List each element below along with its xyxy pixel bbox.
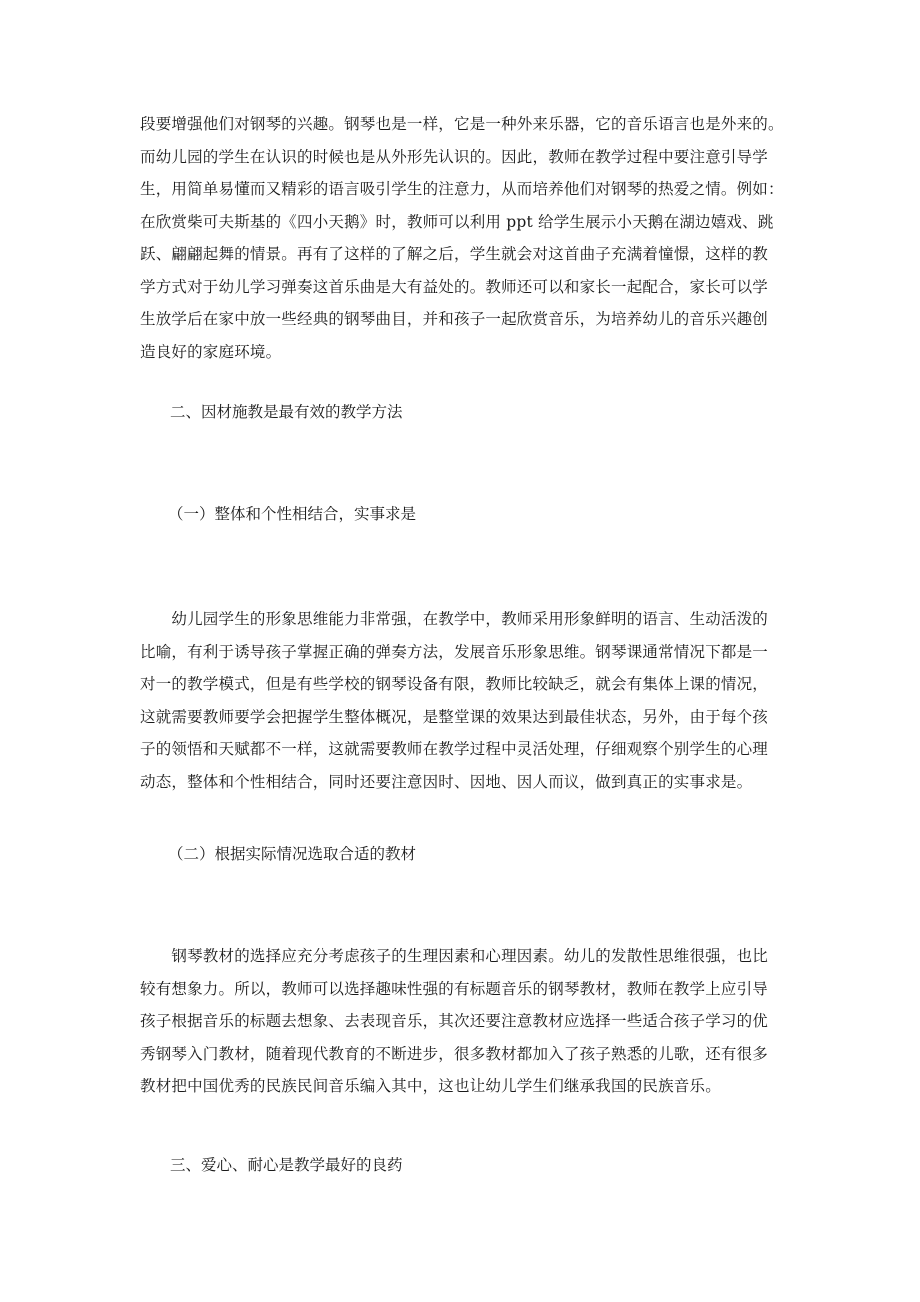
paragraph-line: 生放学后在家中放一些经典的钢琴曲目，并和孩子一起欣赏音乐，为培养幼儿的音乐兴趣创 [140, 310, 769, 328]
paragraph-line: 动态，整体和个性相结合，同时还要注意因时、因地、因人而议，做到真正的实事求是。 [140, 772, 753, 791]
paragraph-line: 较有想象力。所以，教师可以选择趣味性强的有标题音乐的钢琴教材，教师在教学上应引导 [140, 979, 769, 998]
paragraph-whole-and-individual [140, 603, 800, 798]
subsection-heading-1: （一）整体和个性相结合，实事求是 [168, 505, 417, 523]
paragraph-line: 幼儿园学生的形象思维能力非常强，在教学中，教师采用形象鲜明的语言、生动活泼的 [140, 610, 769, 628]
paragraph-line: 生，用简单易懂而又精彩的语言吸引学生的注意力，从而培养他们对钢琴的热爱之情。例如： [140, 180, 784, 198]
paragraph-line: 钢琴教材的选择应充分考虑孩子的生理因素和心理因素。幼儿的发散性思维很强，也比 [140, 947, 769, 965]
paragraph-line: 段要增强他们对钢琴的兴趣。钢琴也是一样，它是一种外来乐器，它的音乐语言也是外来的。 [140, 115, 784, 133]
paragraph-line: 在欣赏柴可夫斯基的《四小天鹅》时，教师可以利用 ppt 给学生展示小天鹅在湖边嬉戏、跳 [140, 212, 774, 231]
section-heading-2: 二、因材施教是最有效的教学方法 [170, 403, 403, 421]
paragraph-line: 学方式对于幼儿学习弹奏这首乐曲是大有益处的。教师还可以和家长一起配合，家长可以学 [140, 277, 769, 296]
paragraph-line: 这就需要教师要学会把握学生整体概况，是整堂课的效果达到最佳状态，另外，由于每个孩 [140, 707, 769, 726]
paragraph-line: 子的领悟和天赋都不一样，这就需要教师在教学过程中灵活处理，仔细观察个别学生的心理 [140, 740, 769, 758]
section-heading-3: 三、爱心、耐心是教学最好的良药 [170, 1156, 403, 1174]
paragraph-line: 而幼儿园的学生在认识的时候也是从外形先认识的。因此，教师在教学过程中要注意引导学 [140, 147, 769, 166]
paragraph-line: 对一的教学模式，但是有些学校的钢琴设备有限，教师比较缺乏，就会有集体上课的情况， [140, 675, 769, 693]
subsection-heading-2: （二）根据实际情况选取合适的教材 [168, 845, 417, 863]
paragraph-textbook-selection [140, 940, 800, 1103]
paragraph-line: 孩子根据音乐的标题去想象、去表现音乐，其次还要注意教材应选择一些适合孩子学习的优 [140, 1012, 769, 1030]
paragraph-line: 比喻，有利于诱导孩子掌握正确的弹奏方法，发展音乐形象思维。钢琴课通常情况下都是一 [140, 642, 769, 661]
paragraph-line: 造良好的家庭环境。 [140, 342, 282, 361]
paragraph-intro [140, 108, 800, 368]
paragraph-line: 教材把中国优秀的民族民间音乐编入其中，这也让幼儿学生们继承我国的民族音乐。 [140, 1077, 721, 1095]
paragraph-line: 跃、翩翩起舞的情景。再有了这样的了解之后，学生就会对这首曲子充满着憧憬，这样的教 [140, 245, 769, 263]
paragraph-line: 秀钢琴入门教材，随着现代教育的不断进步，很多教材都加入了孩子熟悉的儿歌，还有很多 [140, 1044, 769, 1063]
